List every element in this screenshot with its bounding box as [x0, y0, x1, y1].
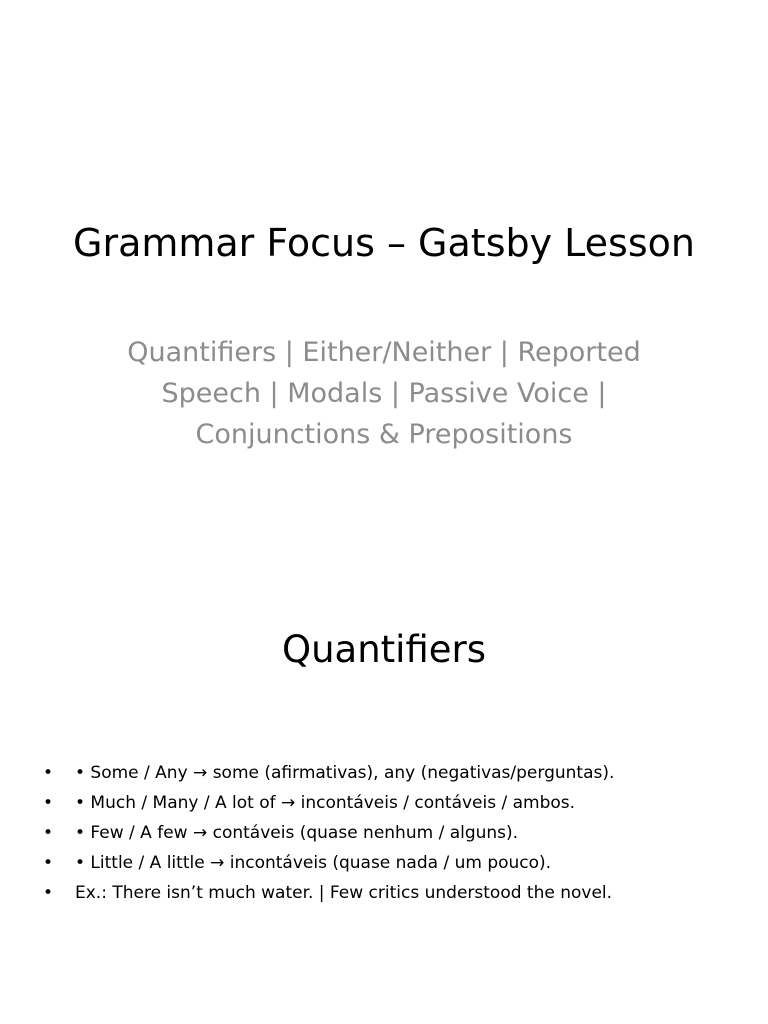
bullet-marker: • [43, 793, 54, 813]
bullet-marker: • [43, 883, 54, 903]
bullet-list [40, 758, 740, 908]
bullet-text: • Much / Many / A lot of → incontáveis / contáveis / ambos. [75, 793, 576, 813]
bullet-item [40, 788, 740, 818]
bullet-text: Ex.: There isn’t much water. | Few critics understood the novel. [75, 883, 613, 903]
bullet-item [40, 758, 740, 788]
bullet-marker: • [43, 853, 54, 873]
bullet-marker: • [43, 823, 54, 843]
bullet-item [40, 818, 740, 848]
bullet-item [40, 848, 740, 878]
bullet-text: • Some / Any → some (afirmativas), any (negativas/perguntas). [75, 763, 615, 783]
bullet-item [40, 878, 740, 908]
quantifiers-slide [0, 560, 768, 1024]
bullet-text: • Few / A few → contáveis (quase nenhum / alguns). [75, 823, 519, 843]
slide-title: Grammar Focus – Gatsby Lesson [73, 221, 695, 265]
bullet-marker: • [43, 763, 54, 783]
slide-subtitle: Quantifiers | Either/Neither | Reported Speech | Modals | Passive Voice | Conjunctions & Prepositions [127, 337, 641, 450]
bullet-text: • Little / A little → incontáveis (quase nada / um pouco). [75, 853, 552, 873]
slide-title: Quantifiers [281, 628, 487, 671]
